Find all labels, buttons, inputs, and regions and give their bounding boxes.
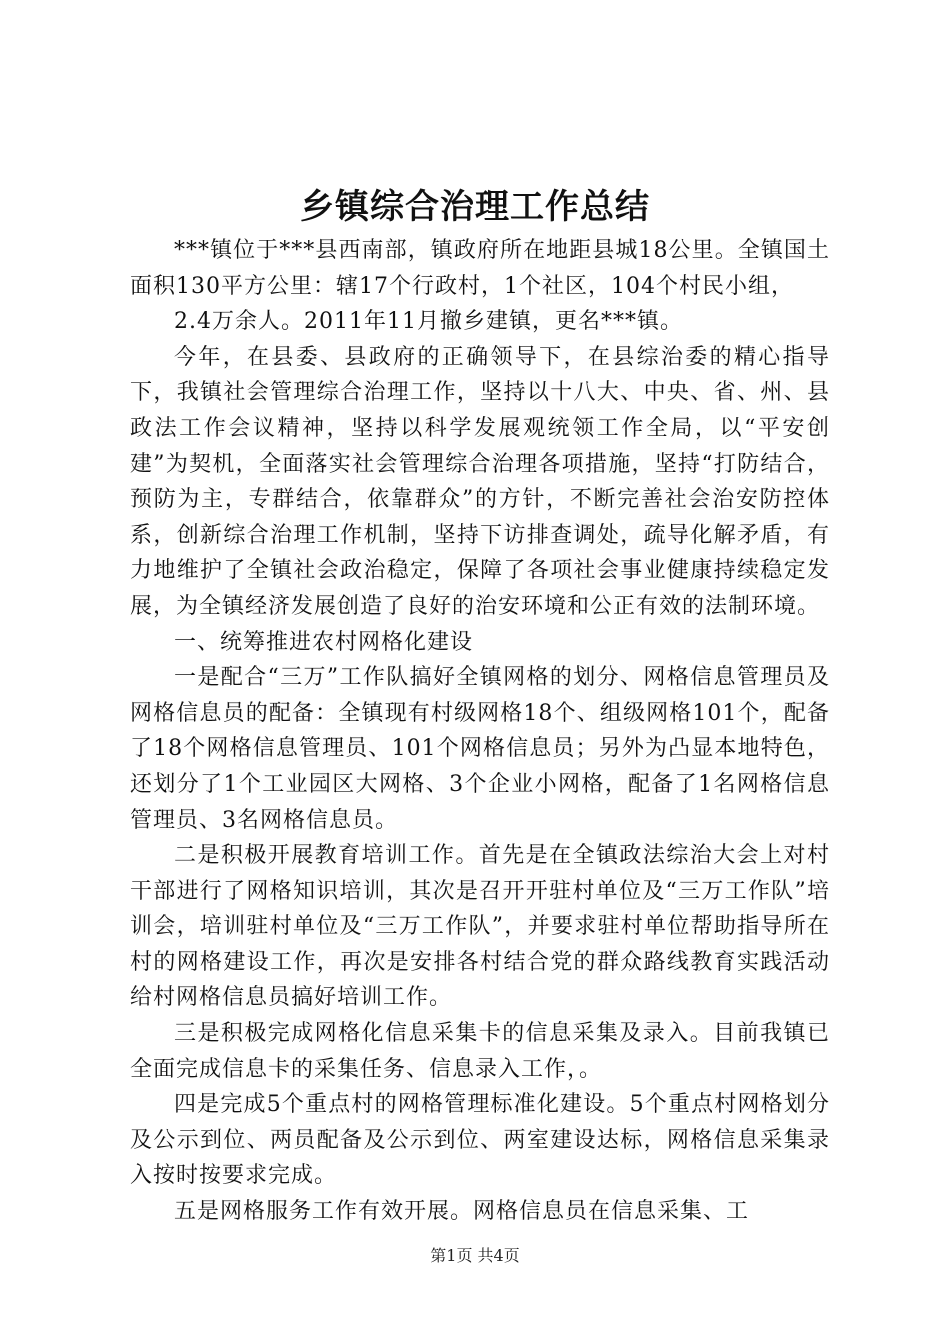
paragraph-item-5: 五是网格服务工作有效开展。网格信息员在信息采集、工 (174, 1199, 750, 1225)
paragraph-item-4: 四是完成5个重点村的网格管理标准化建设。5个重点村网格划分及公示到位、两员配备及公示到位、两室建设达标，网格信息采集录入按时按要求完成。 (130, 1092, 830, 1189)
paragraph-population: 2.4万余人。2011年11月撤乡建镇，更名***镇。 (174, 309, 683, 335)
paragraph-intro: ***镇位于***县西南部，镇政府所在地距县城18公里。全镇国土面积130平方公里：辖17个行政村，1个社区，104个村民小组， (130, 238, 830, 299)
document-body (130, 233, 830, 1230)
section-heading-grid: 一、统筹推进农村网格化建设 (174, 629, 474, 655)
paragraph-item-3: 三是积极完成网格化信息采集卡的信息采集及录入。目前我镇已全面完成信息卡的采集任务、信息录入工作，。 (130, 1021, 830, 1082)
paragraph-overview: 今年，在县委、县政府的正确领导下，在县综治委的精心指导下，我镇社会管理综合治理工作，坚持以十八大、中央、省、州、县政法工作会议精神，坚持以科学发展观统领工作全局，以“平安创建”为契机，全面落实社会管理综合治理各项措施，坚持“打防结合，预防为主，专群结合，依靠群众”的方针，不断完善社会治安防控体系，创新综合治理工作机制，坚持下访排查调处，疏导化解矛盾，有力地维护了全镇社会政治稳定，保障了各项社会事业健康持续稳定发展，为全镇经济发展创造了良好的治安环境和公正有效的法制环境。 (130, 344, 830, 619)
document-title: 乡镇综合治理工作总结 (300, 187, 650, 227)
page-footer: 第1页 共4页 (430, 1246, 520, 1265)
paragraph-item-2: 二是积极开展教育培训工作。首先是在全镇政法综治大会上对村干部进行了网格知识培训，其次是召开开驻村单位及“三万工作队”培训会，培训驻村单位及“三万工作队”，并要求驻村单位帮助指导所在村的网格建设工作，再次是安排各村结合党的群众路线教育实践活动给村网格信息员搞好培训工作。 (130, 843, 830, 1011)
paragraph-item-1: 一是配合“三万”工作队搞好全镇网格的划分、网格信息管理员及网格信息员的配备：全镇现有村级网格18个、组级网格101个，配备了18个网格信息管理员、101个网格信息员；另外为凸显本地特色，还划分了1个工业园区大网格、3个企业小网格，配备了1名网格信息管理员、3名网格信息员。 (130, 665, 830, 833)
